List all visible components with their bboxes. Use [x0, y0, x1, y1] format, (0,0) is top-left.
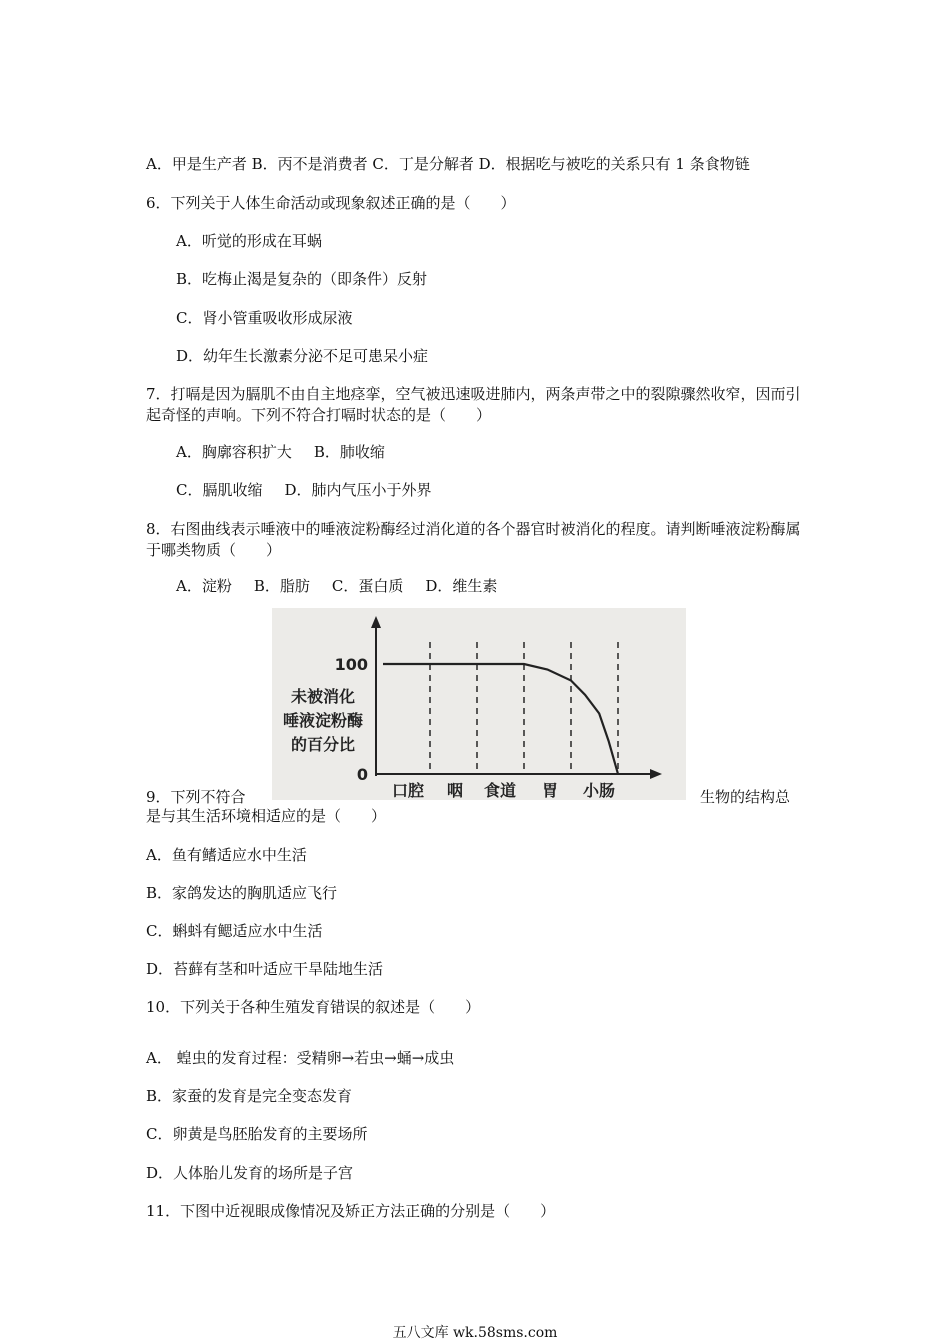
q6-option-d: D．幼年生长激素分泌不足可患呆小症: [176, 347, 429, 365]
q9-option-a: A．鱼有鳍适应水中生活: [146, 846, 307, 864]
q8-option-b: B．脂肪: [253, 577, 310, 595]
chart-x-tick-pharynx: 咽: [446, 781, 464, 800]
chart-y-tick-100: 100: [334, 655, 368, 674]
q6-option-a: A．听觉的形成在耳蜗: [176, 232, 322, 250]
digestion-chart-figure: [272, 608, 686, 800]
q5-options: A．甲是生产者 B．丙不是消费者 C．丁是分解者 D．根据吃与被吃的关系只有 1 条食物链: [146, 155, 750, 173]
q6-option-b: B．吃梅止渴是复杂的（即条件）反射: [176, 270, 428, 288]
q7-options-row2: [176, 480, 432, 500]
chart-x-tick-small-intestine: 小肠: [582, 781, 616, 800]
q7-options-row1: [176, 442, 385, 462]
q8-stem: 8．右图曲线表示唾液中的唾液淀粉酶经过消化道的各个器官时被消化的程度。请判断唾液淀粉酶属于哪类物质（ ）: [146, 520, 801, 559]
q8-option-d: D．维生素: [425, 577, 498, 595]
q6-option-c: C．肾小管重吸收形成尿液: [176, 309, 353, 327]
chart-ylabel-line3: 的百分比: [290, 735, 356, 754]
q10-stem: 10．下列关于各种生殖发育错误的叙述是（ ）: [146, 998, 481, 1016]
chart-x-tick-esophagus: 食道: [483, 781, 517, 800]
chart-y-axis-arrow: [371, 616, 381, 628]
chart-y-tick-0: 0: [356, 765, 368, 784]
chart-series-line: [383, 664, 618, 774]
q10-option-d: D．人体胎儿发育的场所是子宫: [146, 1164, 354, 1182]
q7-option-c: C．膈肌收缩: [176, 481, 263, 499]
chart-x-tick-stomach: 胃: [541, 781, 559, 800]
q11-stem: 11．下图中近视眼成像情况及矫正方法正确的分别是（ ）: [146, 1202, 556, 1220]
q7-option-d: D．肺内气压小于外界: [284, 481, 432, 499]
chart-x-axis-arrow: [650, 769, 662, 779]
q10-option-b: B．家蚕的发育是完全变态发育: [146, 1087, 353, 1105]
q8-options: [176, 576, 497, 596]
chart-ylabel-line2: 唾液淀粉酶: [282, 711, 364, 730]
q7-option-a: A．胸廓容积扩大: [176, 443, 292, 461]
q10-option-a: A． 蝗虫的发育过程：受精卵→若虫→蛹→成虫: [146, 1049, 455, 1067]
q9-option-c: C．蝌蚪有鳃适应水中生活: [146, 922, 323, 940]
q9-option-b: B．家鸽发达的胸肌适应飞行: [146, 884, 338, 902]
q9-stem-end: 生物的结构总: [700, 788, 791, 806]
chart-ylabel-line1: 未被消化: [290, 687, 356, 706]
q9-stem-line2: 是与其生活环境相适应的是（ ）: [146, 807, 387, 825]
q8-option-c: C．蛋白质: [331, 577, 404, 595]
chart-x-tick-oral: 口腔: [391, 781, 425, 800]
q7-stem: 7．打嗝是因为膈肌不由自主地痉挛，空气被迅速吸进肺内，两条声带之中的裂隙骤然收窄，因而引起奇怪的声响。下列不符合打嗝时状态的是（ ）: [146, 385, 801, 424]
q10-option-c: C．卵黄是鸟胚胎发育的主要场所: [146, 1125, 368, 1143]
q8-option-a: A．淀粉: [176, 577, 232, 595]
q6-stem: 6．下列关于人体生命活动或现象叙述正确的是（ ）: [146, 194, 516, 212]
page-footer: 五八文库 wk.58sms.com: [392, 1325, 558, 1341]
digestion-chart: [272, 608, 686, 800]
q9-option-d: D．苔藓有茎和叶适应干旱陆地生活: [146, 960, 384, 978]
q9-stem-start: 9．下列不符合: [146, 788, 246, 806]
q7-option-b: B．肺收缩: [313, 443, 385, 461]
